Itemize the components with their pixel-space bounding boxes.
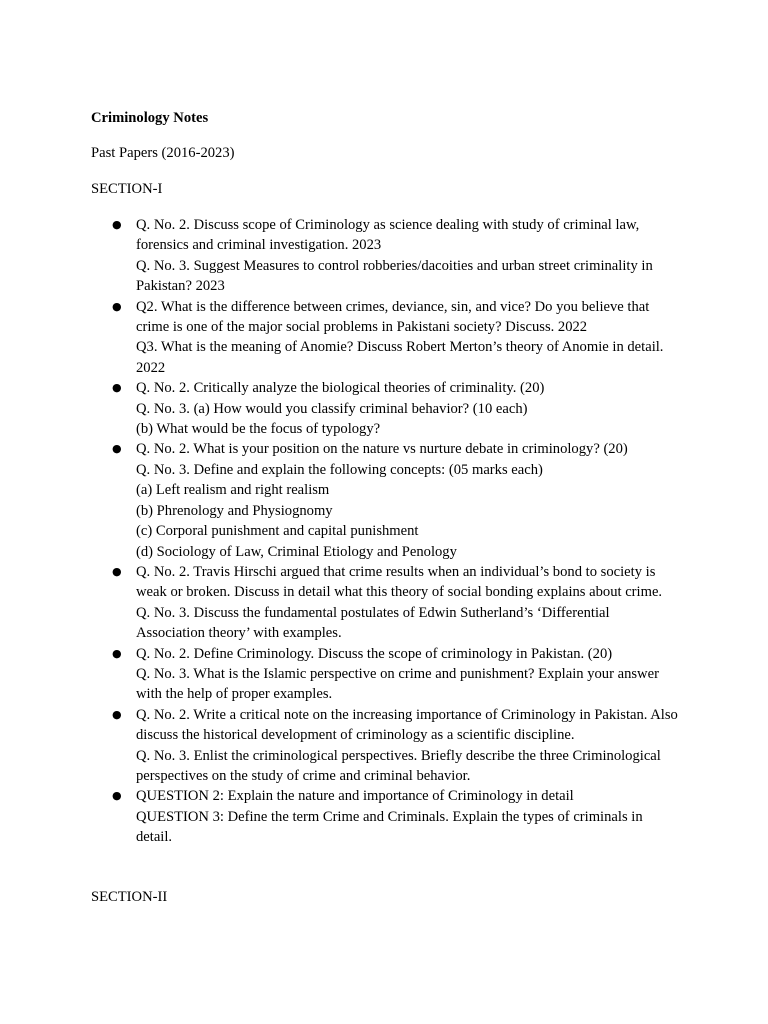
bullet-icon: ● bbox=[112, 442, 122, 456]
question-text: Q. No. 2. What is your position on the nature vs nurture debate in criminology? (20) bbox=[136, 441, 628, 458]
question-text: Q. No. 2. Write a critical note on the increasing importance of Criminology in Pakistan. Also discuss the historical development of criminology as a scientific discipline. bbox=[136, 706, 678, 744]
question-text: Q. No. 3. (a) How would you classify criminal behavior? (10 each) bbox=[136, 400, 528, 417]
question-text: (b) What would be the focus of typology? bbox=[136, 421, 381, 438]
question-text: Q2. What is the difference between crimes, deviance, sin, and vice? Do you believe that crime is one of the major social problems in Pakistani society? Discuss. 2022 bbox=[136, 298, 650, 336]
question-text: (c) Corporal punishment and capital punishment bbox=[136, 523, 419, 540]
question-text: Q. No. 3. Define and explain the following concepts: (05 marks each) bbox=[136, 461, 543, 478]
document-title: Criminology Notes bbox=[91, 110, 209, 126]
section-heading-2: SECTION-II bbox=[91, 889, 168, 905]
question-list-item bbox=[112, 644, 681, 705]
question-text: (d) Sociology of Law, Criminal Etiology and Penology bbox=[136, 543, 457, 560]
question-text: Q3. What is the meaning of Anomie? Discuss Robert Merton’s theory of Anomie in detail. 2022 bbox=[136, 339, 664, 376]
question-list bbox=[112, 215, 681, 848]
bullet-icon: ● bbox=[112, 381, 122, 395]
question-list-item bbox=[112, 786, 681, 847]
question-text: (b) Phrenology and Physiognomy bbox=[136, 502, 333, 519]
question-text: Q. No. 2. Travis Hirschi argued that crime results when an individual’s bond to society is weak or broken. Discuss in detail what this theory of social bonding explains about crime. bbox=[136, 563, 663, 601]
question-text: Q. No. 3. Discuss the fundamental postulates of Edwin Sutherland’s ‘Differential Association theory’ with examples. bbox=[136, 604, 610, 642]
question-text: Q. No. 2. Critically analyze the biological theories of criminality. (20) bbox=[136, 380, 545, 397]
bullet-icon: ● bbox=[112, 646, 122, 660]
question-text: QUESTION 2: Explain the nature and importance of Criminology in detail bbox=[136, 788, 574, 805]
document-subtitle: Past Papers (2016-2023) bbox=[91, 145, 235, 161]
question-list-item bbox=[112, 215, 681, 297]
question-text: QUESTION 3: Define the term Crime and Criminals. Explain the types of criminals in detail. bbox=[136, 808, 643, 846]
bullet-icon: ● bbox=[112, 564, 122, 578]
question-text: Q. No. 3. Enlist the criminological perspectives. Briefly describe the three Criminological perspectives on the study of crime and criminal behavior. bbox=[136, 747, 661, 784]
bullet-icon: ● bbox=[112, 707, 122, 721]
question-text: Q. No. 2. Discuss scope of Criminology as science dealing with study of criminal law, forensics and criminal investigation. 2023 bbox=[136, 217, 640, 254]
question-text: Q. No. 2. Define Criminology. Discuss the scope of criminology in Pakistan. (20) bbox=[136, 645, 613, 662]
question-list-item bbox=[112, 378, 681, 439]
question-text: Q. No. 3. Suggest Measures to control robberies/dacoities and urban street criminality in Pakistan? 2023 bbox=[136, 257, 653, 295]
bullet-icon: ● bbox=[112, 218, 122, 231]
question-list-item bbox=[112, 705, 681, 787]
question-text: (a) Left realism and right realism bbox=[136, 482, 330, 499]
section-heading-1: SECTION-I bbox=[91, 181, 163, 197]
question-text: Q. No. 3. What is the Islamic perspective on crime and punishment? Explain your answer with the help of proper examples. bbox=[136, 665, 659, 703]
question-list-item bbox=[112, 439, 681, 561]
bullet-icon: ● bbox=[112, 789, 122, 803]
question-list-item bbox=[112, 562, 681, 644]
question-list-item bbox=[112, 297, 681, 379]
bullet-icon: ● bbox=[112, 299, 122, 313]
